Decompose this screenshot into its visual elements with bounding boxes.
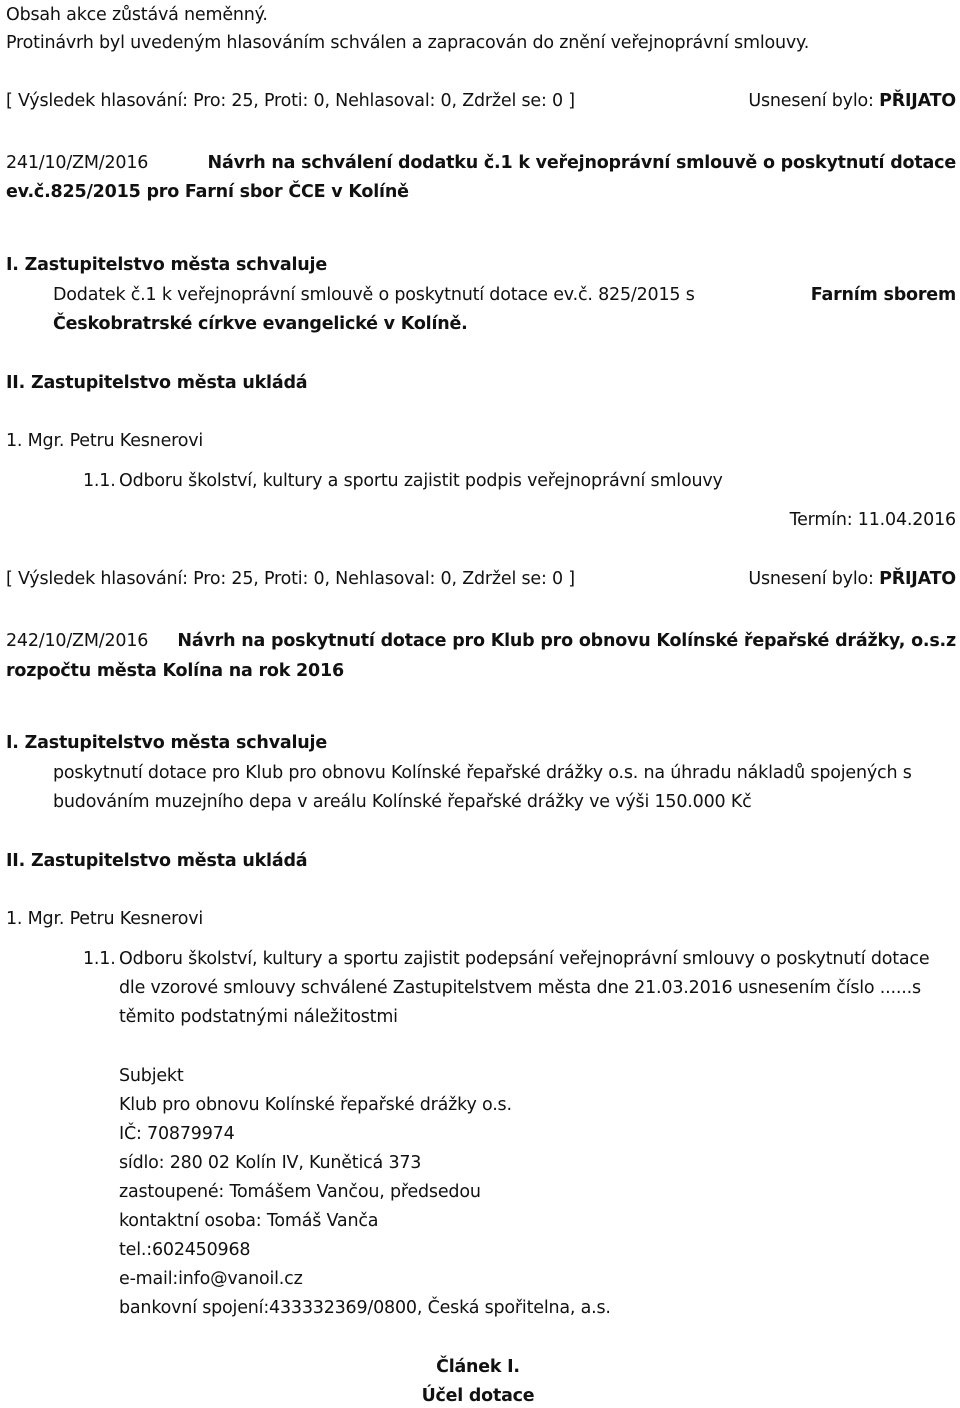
vote-result-2: [ Výsledek hlasování: Pro: 25, Proti: 0, Nehlasoval: 0, Zdržel se: 0 ] (6, 569, 575, 589)
item-241-deadline: Termín: 11.04.2016 (789, 510, 956, 530)
item-242-person: 1. Mgr. Petru Kesnerovi (6, 909, 204, 929)
item-242-section-1-line-1-text: poskytnutí dotace pro Klub pro obnovu Kolínské řepařské drážky o.s. na úhradu nákladů spojených s (53, 763, 912, 783)
item-241-number: 241/10/ZM/2016 (6, 153, 149, 173)
item-242-task-number: 1.1. (83, 949, 116, 969)
item-242-section-2-heading: II. Zastupitelstvo města ukládá (6, 851, 308, 871)
item-241-section-1-text-line-2: Českobratrské církve evangelické v Kolíně. (53, 314, 468, 334)
vote-result-1: [ Výsledek hlasování: Pro: 25, Proti: 0, Nehlasoval: 0, Zdržel se: 0 ] (6, 91, 575, 111)
subject-name: Klub pro obnovu Kolínské řepařské drážky o.s. (119, 1095, 512, 1115)
resolution-status-1 (748, 89, 956, 113)
item-242-task-line-2: dle vzorové smlouvy schválené Zastupitelstvem města dne 21.03.2016 usnesením číslo ......s (119, 978, 921, 998)
resolution-value-2: PŘIJATO (879, 569, 956, 589)
subject-contact: kontaktní osoba: Tomáš Vanča (119, 1211, 379, 1231)
item-242-section-1-line-2: budováním muzejního depa v areálu Kolínské řepařské drážky ve výši 150.000 Kč (53, 792, 752, 812)
item-241-task-number: 1.1. (83, 471, 116, 491)
item-241-title-part-2: ev.č.825/2015 pro Farní sbor ČCE v Kolíně (6, 182, 409, 202)
intro-line-2: Protinávrh byl uvedeným hlasováním schválen a zapracován do znění veřejnoprávní smlouvy. (6, 33, 810, 53)
item-241-task-text: Odboru školství, kultury a sportu zajistit podpis veřejnoprávní smlouvy (119, 471, 723, 491)
item-241-title-part-1: Návrh na schválení dodatku č.1 k veřejnoprávní smlouvě o poskytnutí dotace (207, 153, 956, 173)
subject-email: e-mail:info@vanoil.cz (119, 1269, 303, 1289)
subject-bank: bankovní spojení:433332369/0800, Česká spořitelna, a.s. (119, 1298, 611, 1318)
item-242-number: 242/10/ZM/2016 (6, 631, 149, 651)
item-241-section-2-heading: II. Zastupitelstvo města ukládá (6, 373, 308, 393)
subject-represented: zastoupené: Tomášem Vančou, předsedou (119, 1182, 481, 1202)
resolution-value-1: PŘIJATO (879, 91, 956, 111)
item-242-title-part-2: rozpočtu města Kolína na rok 2016 (6, 661, 344, 681)
item-242-section-1-heading: I. Zastupitelstvo města schvaluje (6, 733, 328, 753)
item-242-section-1-line-1 (53, 761, 956, 785)
item-241-section-1-heading: I. Zastupitelstvo města schvaluje (6, 255, 328, 275)
resolution-status-2 (748, 567, 956, 591)
subject-phone: tel.:602450968 (119, 1240, 251, 1260)
item-241-title-line-1 (6, 151, 956, 175)
subject-ic: IČ: 70879974 (119, 1124, 235, 1144)
article-heading: Článek I. (436, 1357, 520, 1377)
article-subheading: Účel dotace (421, 1386, 535, 1406)
item-241-section-1-text-bold: Farním sborem (810, 285, 956, 305)
item-241-section-1-text-part-1: Dodatek č.1 k veřejnoprávní smlouvě o poskytnutí dotace ev.č. 825/2015 s (53, 285, 695, 305)
item-242-title-line-1 (6, 629, 956, 653)
item-241-section-1-text-line-1 (53, 283, 956, 307)
resolution-label-1: Usnesení bylo: (748, 91, 880, 111)
item-242-title-part-1: Návrh na poskytnutí dotace pro Klub pro obnovu Kolínské řepařské drážky, o.s.z (177, 631, 956, 651)
subject-address: sídlo: 280 02 Kolín IV, Kuněticá 373 (119, 1153, 422, 1173)
item-242-task-line-1: Odboru školství, kultury a sportu zajistit podepsání veřejnoprávní smlouvy o poskytnutí dotace (119, 949, 930, 969)
resolution-label-2: Usnesení bylo: (748, 569, 880, 589)
item-242-task-line-3: těmito podstatnými náležitostmi (119, 1007, 398, 1027)
subject-heading: Subjekt (119, 1066, 184, 1086)
item-241-person: 1. Mgr. Petru Kesnerovi (6, 431, 204, 451)
intro-line-1: Obsah akce zůstává neměnný. (6, 5, 268, 25)
